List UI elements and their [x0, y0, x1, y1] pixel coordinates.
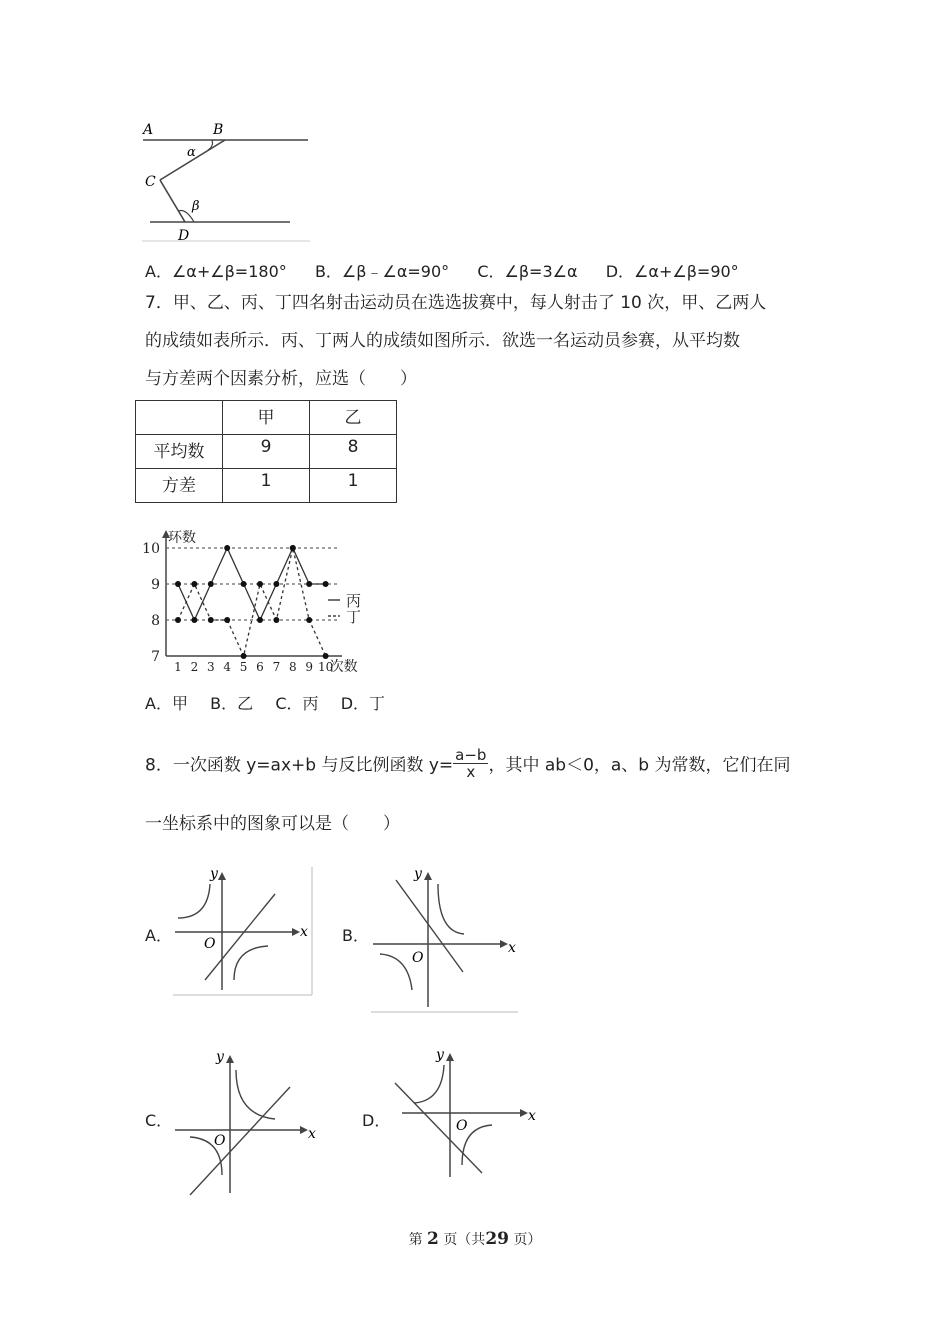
- x-tick-label: 5: [239, 660, 248, 674]
- x-tick-label: 2: [190, 660, 199, 674]
- table-cell: 方差: [136, 469, 223, 503]
- label-d: D: [178, 228, 190, 244]
- data-point: [257, 581, 263, 587]
- data-point: [273, 581, 279, 587]
- x-axis-title: 次数: [329, 659, 358, 675]
- legend-label: 丙: [346, 592, 362, 610]
- q8-option-c[interactable]: C．: [145, 1111, 173, 1130]
- origin-label: O: [204, 936, 216, 952]
- data-point: [224, 545, 230, 551]
- table-header-row: [136, 401, 397, 435]
- table-header-yi: 乙: [310, 401, 397, 435]
- data-point: [257, 617, 263, 623]
- q7-line-2: 的成绩如表所示．丙、丁两人的成绩如图所示．欲选一名运动员参赛，从平均数: [145, 331, 740, 351]
- graph-d[interactable]: [390, 1045, 540, 1185]
- x-tick-label: 1: [174, 660, 182, 674]
- x-tick-label: 4: [223, 660, 232, 674]
- q6-options: [145, 259, 739, 282]
- x-tick-label: 9: [305, 660, 314, 674]
- y-axis-arrow-icon: [226, 1055, 234, 1063]
- x-label: x: [528, 1108, 536, 1124]
- data-point: [175, 617, 181, 623]
- q7-options: [145, 691, 385, 714]
- q6-option-b[interactable]: B．∠β﹣∠α=90°: [314, 262, 450, 281]
- hyperbola-branch: [178, 884, 210, 918]
- hyperbola-branch: [236, 1070, 275, 1119]
- data-point: [224, 617, 230, 623]
- table-cell: 8: [310, 435, 397, 469]
- data-point: [323, 581, 329, 587]
- footer-pre: 第: [408, 1232, 423, 1248]
- footer-post: 页）: [513, 1232, 542, 1248]
- label-c: C: [145, 174, 156, 190]
- hyperbola-branch: [234, 946, 268, 980]
- q8-prefix: 8．一次函数 y=ax+b 与反比例函数 y=: [145, 755, 454, 776]
- q7-line-3: 与方差两个因素分析，应选（ ）: [145, 369, 417, 389]
- x-label: x: [300, 924, 308, 940]
- linear-line: [205, 894, 275, 980]
- q7-option-a[interactable]: A．甲: [145, 694, 188, 713]
- table-cell: 9: [223, 435, 310, 469]
- graph-a[interactable]: [170, 862, 315, 997]
- label-a: A: [143, 122, 154, 138]
- fraction-denominator: x: [466, 763, 476, 781]
- hyperbola-branch: [438, 884, 464, 934]
- fraction-numerator: a−b: [455, 746, 487, 764]
- linear-line: [396, 880, 463, 972]
- data-point: [273, 617, 279, 623]
- q7-option-c[interactable]: C．丙: [275, 694, 319, 713]
- table-cell: 1: [223, 469, 310, 503]
- x-axis-arrow-icon: [300, 1126, 308, 1134]
- data-point: [208, 581, 214, 587]
- q8-line-1: [145, 746, 791, 781]
- label-b: B: [213, 122, 224, 138]
- data-point: [306, 617, 312, 623]
- data-point: [191, 581, 197, 587]
- y-tick-label: 10: [142, 541, 160, 557]
- data-point: [290, 545, 296, 551]
- segment-cd: [160, 180, 185, 222]
- q7-option-d[interactable]: D．丁: [340, 694, 386, 713]
- y-label: y: [436, 1047, 444, 1063]
- x-axis-arrow-icon: [520, 1109, 528, 1117]
- y-tick-label: 8: [151, 613, 160, 629]
- q8-option-b[interactable]: B．: [342, 926, 369, 945]
- graph-b[interactable]: [368, 862, 520, 1014]
- y-label: y: [216, 1049, 224, 1065]
- x-tick-label: 10: [317, 660, 334, 674]
- x-tick-label: 6: [256, 660, 264, 674]
- q7-score-table: [135, 400, 397, 503]
- table-row: [136, 469, 397, 503]
- table-header-blank: [136, 401, 223, 435]
- x-tick-label: 7: [272, 660, 281, 674]
- q8-option-d[interactable]: D．: [362, 1111, 391, 1130]
- hyperbola-branch: [414, 1065, 444, 1103]
- x-tick-label: 8: [288, 660, 297, 674]
- data-point: [306, 581, 312, 587]
- data-point: [241, 653, 247, 659]
- page-number: 2: [427, 1229, 439, 1249]
- origin-label: O: [456, 1118, 468, 1134]
- legend-label: 丁: [346, 608, 362, 626]
- x-axis-arrow-icon: [500, 940, 508, 948]
- x-tick-label: 3: [206, 660, 215, 674]
- total-pages: 29: [485, 1229, 509, 1249]
- data-point: [208, 617, 214, 623]
- table-row: [136, 435, 397, 469]
- q8-line-2: 一坐标系中的图象可以是（ ）: [145, 814, 400, 834]
- origin-label: O: [412, 950, 424, 966]
- label-alpha: α: [187, 145, 196, 160]
- hyperbola-branch: [380, 954, 412, 990]
- q8-option-a[interactable]: A．: [145, 926, 172, 945]
- q6-option-d[interactable]: D．∠α+∠β=90°: [605, 262, 739, 281]
- y-tick-label: 9: [151, 577, 160, 593]
- q7-line-1: 7．甲、乙、丙、丁四名射击运动员在选选拔赛中，每人射击了 10 次，甲、乙两人: [145, 293, 767, 313]
- x-label: x: [508, 940, 516, 956]
- y-label: y: [210, 866, 218, 882]
- table-cell: 平均数: [136, 435, 223, 469]
- x-axis-arrow-icon: [292, 928, 300, 936]
- q7-option-b[interactable]: B．乙: [210, 694, 254, 713]
- y-tick-label: 7: [151, 649, 160, 665]
- data-point: [191, 617, 197, 623]
- data-point: [241, 581, 247, 587]
- score-line-chart: [140, 522, 372, 684]
- page-footer: [0, 1229, 950, 1249]
- origin-label: O: [214, 1133, 226, 1149]
- parallel-lines-figure: [140, 118, 320, 246]
- y-axis-arrow-icon: [218, 872, 226, 880]
- y-axis-arrow-icon: [424, 872, 432, 880]
- linear-line: [395, 1083, 482, 1173]
- q6-option-a[interactable]: A．∠α+∠β=180°: [145, 262, 287, 281]
- data-point: [175, 581, 181, 587]
- x-label: x: [308, 1126, 316, 1142]
- data-point: [323, 653, 329, 659]
- inverse-fraction: [453, 747, 488, 780]
- footer-mid: 页（共: [443, 1232, 486, 1248]
- q8-suffix: ，其中 ab＜0，a、b 为常数，它们在同: [488, 755, 791, 776]
- q6-option-c[interactable]: C．∠β=3∠α: [477, 262, 578, 281]
- label-beta: β: [192, 199, 200, 214]
- y-axis-title: 环数: [168, 530, 196, 546]
- y-label: y: [414, 866, 422, 882]
- table-header-jia: 甲: [223, 401, 310, 435]
- table-cell: 1: [310, 469, 397, 503]
- y-axis-arrow-icon: [446, 1053, 454, 1061]
- graph-c[interactable]: [170, 1045, 320, 1197]
